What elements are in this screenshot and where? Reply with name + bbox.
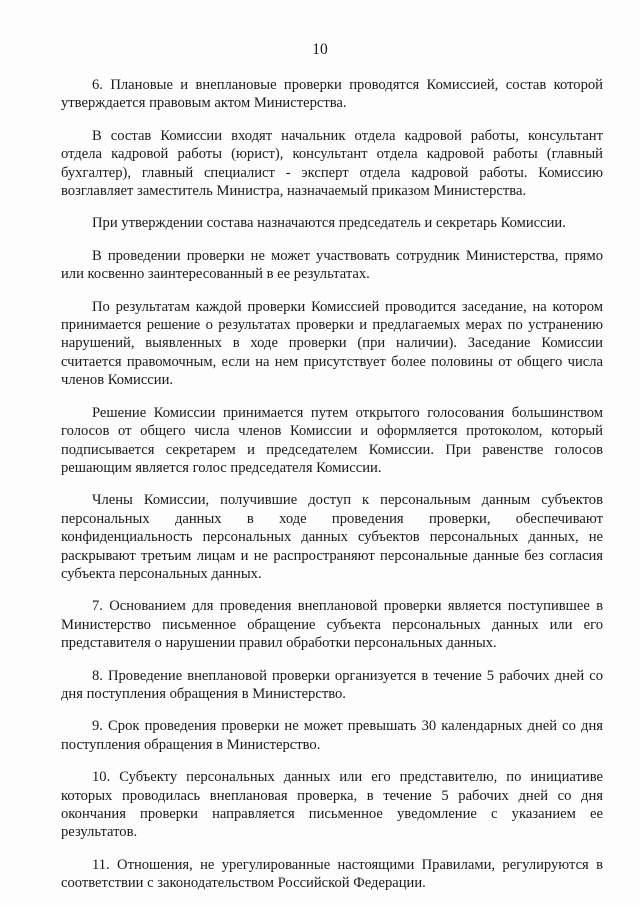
paragraph-6: 6. Плановые и внеплановые проверки проводятся Комиссией, состав которой утверждается правовым актом Министерства.: [61, 77, 603, 112]
paragraph-7: 7. Основанием для проведения внеплановой проверки является поступившее в Министерство письменное обращение субъекта персональных данных или его представителя о нарушении правил обработки персональных данных.: [61, 598, 603, 652]
page-number: 10: [312, 41, 328, 58]
paragraph-11: 11. Отношения, не урегулированные настоящими Правилами, регулируются в соответствии с законодательством Российской Федерации.: [61, 856, 603, 892]
paragraph-confidentiality: Члены Комиссии, получившие доступ к персональным данным субъектов персональных данных в ходе проведения проверки, обеспечивают конфиденциальность персональных данных субъектов персональных данных, не раскрывают третьим лицам и не распространяют персональные данные без согласия субъекта персональных данных.: [61, 492, 603, 582]
paragraph-commission-composition: В состав Комиссии входят начальник отдела кадровой работы, консультант отдела кадровой работы (юрист), консультант отдела кадровой работы (главный бухгалтер), главный специалист - эксперт отдела кадровой работы. Комиссию возглавляет заместитель Министра, назначаемый приказом Министерства.: [61, 127, 603, 200]
paragraph-chair-secretary: При утверждении состава назначаются председатель и секретарь Комиссии.: [92, 215, 566, 232]
document-body: [61, 76, 603, 893]
paragraph-commission-decision: Решение Комиссии принимается путем открытого голосования большинством голосов от общего числа членов Комиссии и оформляется протоколом, который подписывается секретарем и председателем Комиссии. При равенстве голосов решающим является голос председателя Комиссии.: [61, 404, 603, 476]
paragraph-8: 8. Проведение внеплановой проверки организуется в течение 5 рабочих дней со дня поступления обращения в Министерство.: [61, 667, 603, 702]
paragraph-interested-employee: В проведении проверки не может участвовать сотрудник Министерства, прямо или косвенно заинтересованный в ее результатах.: [61, 247, 603, 283]
paragraph-9: 9. Срок проведения проверки не может превышать 30 календарных дней со дня поступления обращения в Министерство.: [61, 718, 603, 753]
paragraph-10: 10. Субъекту персональных данных или его представителю, по инициативе которых проводилась внеплановая проверка, в течение 5 рабочих дней со дня окончания проверки направляется письменное уведомление с указанием ее результатов.: [61, 769, 603, 841]
paragraph-commission-meeting: По результатам каждой проверки Комиссией проводится заседание, на котором принимается решение о результатах проверки и предлагаемых мерах по устранению нарушений, выявленных в ходе проверки (при наличии). Заседание Комиссии считается правомочным, если на нем присутствует более половины от общего числа членов Комиссии.: [61, 298, 603, 389]
